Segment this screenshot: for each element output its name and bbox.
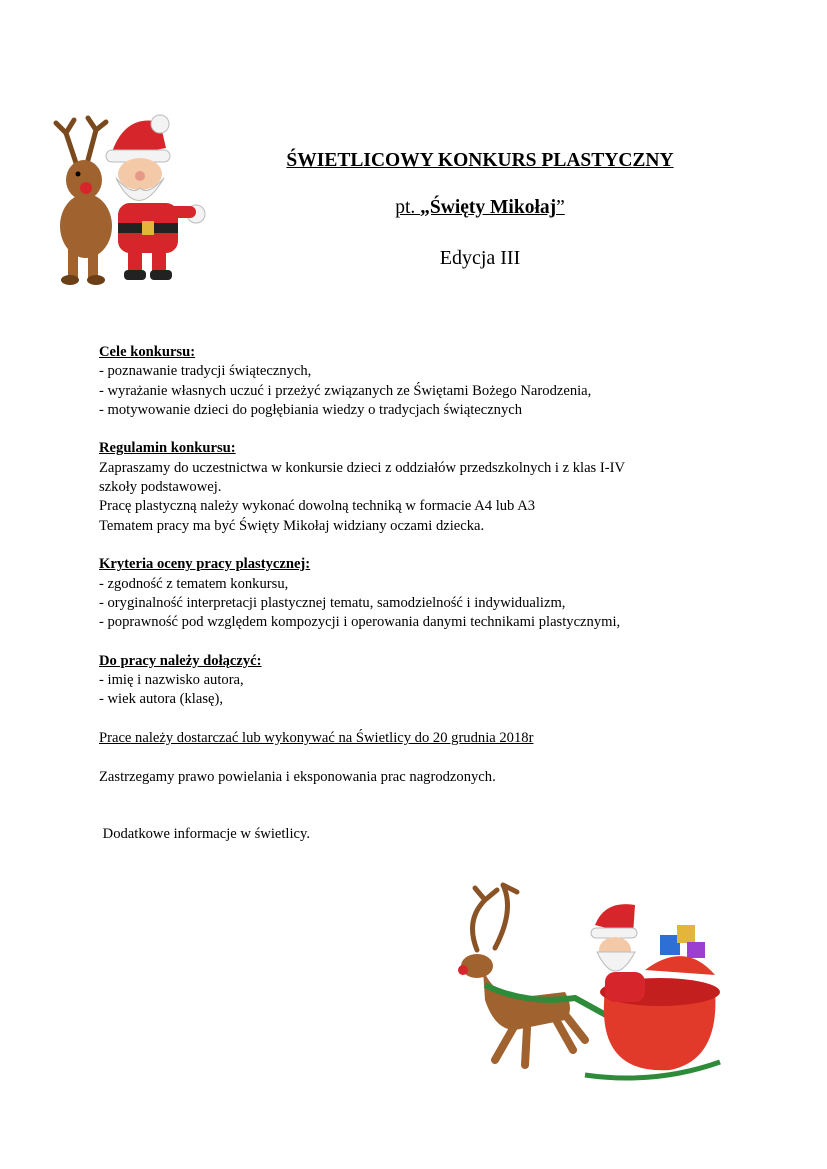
deadline-note: Prace należy dostarczać lub wykonywać na Świetlicy do 20 grudnia 2018r bbox=[99, 729, 534, 746]
rules-line: Zapraszamy do uczestnictwa w konkursie dzieci z oddziałów przedszkolnych i z klas I-IV bbox=[99, 459, 625, 476]
criteria-item: - poprawność pod względem kompozycji i operowania danymi technikami plastycznymi, bbox=[99, 614, 621, 631]
info-note: Dodatkowe informacje w świetlicy. bbox=[99, 826, 311, 843]
attach-item: - imię i nazwisko autora, bbox=[99, 672, 244, 689]
edition-label: Edycja III bbox=[439, 247, 521, 269]
subtitle-suffix: ” bbox=[556, 197, 565, 218]
subtitle-prefix: pt. bbox=[395, 197, 421, 218]
subtitle-name: „Święty Mikołaj bbox=[420, 197, 557, 218]
criteria-item: - zgodność z tematem konkursu, bbox=[99, 575, 289, 592]
goals-item: - poznawanie tradycji świątecznych, bbox=[99, 363, 312, 380]
document-body bbox=[99, 343, 719, 845]
rules-line: Tematem pracy ma być Święty Mikołaj widziany oczami dziecka. bbox=[99, 517, 485, 534]
criteria-item: - oryginalność interpretacji plastycznej tematu, samodzielność i indywidualizm, bbox=[99, 594, 566, 611]
goals-item: - wyrażanie własnych uczuć i przeżyć związanych ze Świętami Bożego Narodzenia, bbox=[99, 382, 592, 399]
page-subtitle bbox=[230, 197, 730, 219]
santa-sleigh-illustration bbox=[455, 880, 727, 1085]
attach-heading: Do pracy należy dołączyć: bbox=[99, 652, 262, 669]
goals-item: - motywowanie dzieci do pogłębiania wiedzy o tradycjach świątecznych bbox=[99, 401, 523, 418]
page-title: ŚWIETLICOWY KONKURS PLASTYCZNY bbox=[286, 150, 674, 171]
criteria-heading: Kryteria oceny pracy plastycznej: bbox=[99, 556, 311, 573]
santa-reindeer-illustration bbox=[48, 108, 223, 288]
attach-item: - wiek autora (klasę), bbox=[99, 691, 223, 708]
rules-heading: Regulamin konkursu: bbox=[99, 440, 236, 457]
rights-note: Zastrzegamy prawo powielania i eksponowania prac nagrodzonych. bbox=[99, 768, 496, 785]
rules-line: szkoły podstawowej. bbox=[99, 479, 222, 496]
rules-line: Pracę plastyczną należy wykonać dowolną techniką w formacie A4 lub A3 bbox=[99, 498, 536, 515]
goals-heading: Cele konkursu: bbox=[99, 344, 196, 360]
